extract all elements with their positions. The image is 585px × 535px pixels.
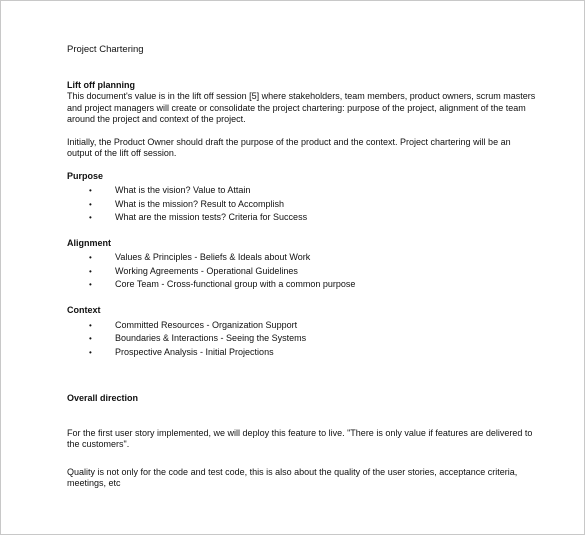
list-item: • Values & Principles - Beliefs & Ideals about Work <box>67 251 537 265</box>
bullet-icon: • <box>89 347 92 357</box>
purpose-heading: Purpose <box>67 170 104 181</box>
list-item: • Core Team - Cross-functional group with a common purpose <box>67 278 537 292</box>
liftoff-paragraph-1: This document's value is in the lift off session [5] where stakeholders, team members, product owners, scrum masters and project managers will create or consolidate the project chartering: purpose of the project, alignment of the team around the project and context of the project. <box>67 91 536 124</box>
bullet-icon: • <box>89 280 92 290</box>
bullet-icon: • <box>89 320 92 330</box>
bullet-icon: • <box>89 334 92 344</box>
document-body <box>67 44 537 490</box>
overall-paragraph-2: Quality is not only for the code and test code, this is also about the quality of the user stories, acceptance criteria, meetings, etc <box>67 466 518 489</box>
bullet-icon: • <box>89 266 92 276</box>
list-item: • What are the mission tests? Criteria for Success <box>67 211 537 225</box>
liftoff-paragraph-2: Initially, the Product Owner should draft the purpose of the product and the context. Project chartering will be an output of the lift off session. <box>67 136 511 158</box>
context-list <box>67 319 537 360</box>
list-item: • What is the mission? Result to Accomplish <box>67 198 537 212</box>
list-item: • Working Agreements - Operational Guidelines <box>67 265 537 279</box>
bullet-icon: • <box>89 186 92 195</box>
list-item: • Prospective Analysis - Initial Projections <box>67 346 537 360</box>
context-heading: Context <box>67 305 101 316</box>
bullet-icon: • <box>89 199 92 209</box>
document-title: Project Chartering <box>67 44 144 55</box>
list-item: • Boundaries & Interactions - Seeing the Systems <box>67 332 537 346</box>
bullet-icon: • <box>89 213 92 223</box>
alignment-heading: Alignment <box>67 237 111 248</box>
bullet-icon: • <box>89 253 92 263</box>
list-item: • What is the vision? Value to Attain <box>67 184 537 198</box>
overall-direction-heading: Overall direction <box>67 393 139 404</box>
alignment-list <box>67 251 537 292</box>
purpose-list <box>67 184 537 225</box>
list-item: • Committed Resources - Organization Support <box>67 319 537 333</box>
overall-paragraph-1: For the first user story implemented, we will deploy this feature to live. "There is only value if features are delivered to the customers". <box>67 427 533 450</box>
liftoff-heading: Lift off planning <box>67 79 135 90</box>
